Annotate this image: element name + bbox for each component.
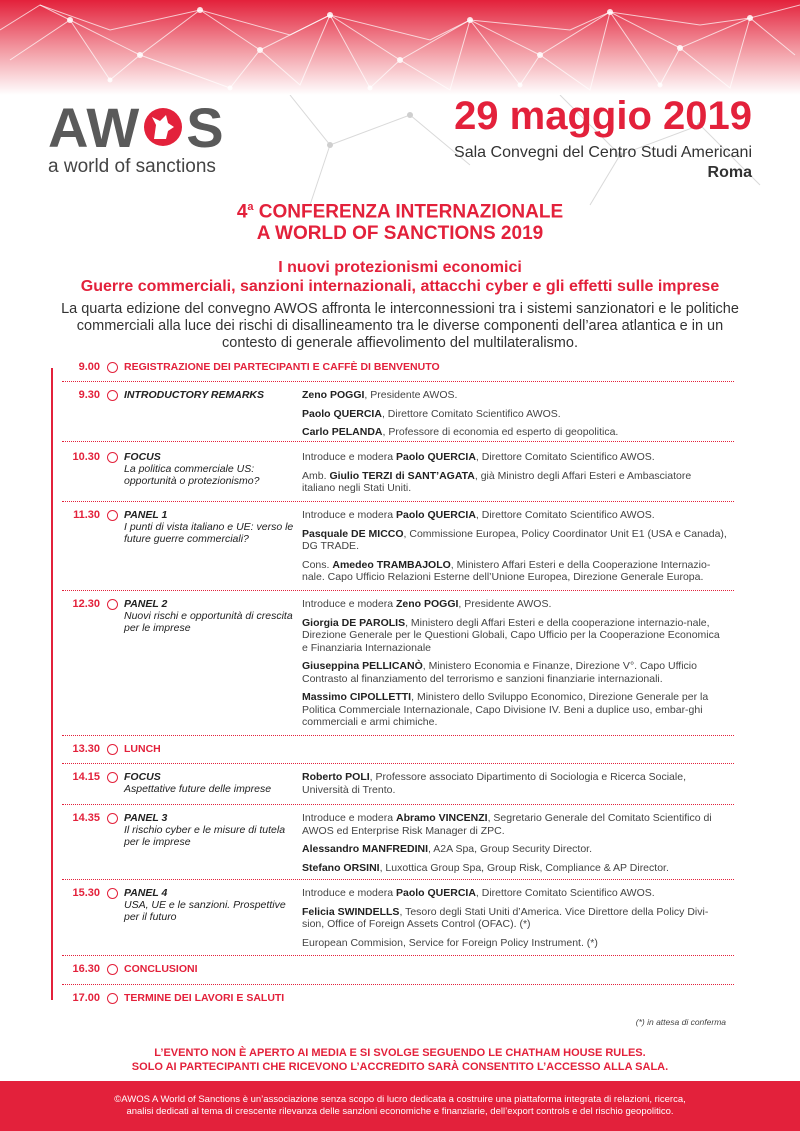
agenda-heading: PANEL 4 [124, 887, 168, 899]
speaker-entry [302, 691, 727, 729]
agenda-heading: PANEL 1 [124, 509, 168, 521]
agenda-heading: TERMINE DEI LAVORI E SALUTI [124, 992, 285, 1004]
header-banner [0, 0, 800, 95]
speaker-name: Pasquale DE MICCO [302, 527, 404, 540]
speaker-role: , Luxottica Group Spa, Group Risk, Compliance & AP Director. [379, 861, 669, 874]
speaker-entry [302, 509, 727, 522]
speaker-entry [302, 470, 727, 495]
speaker-role: , Direttore Comitato Scientifico AWOS. [475, 887, 655, 899]
conference-intro: La quarta edizione del convegno AWOS affronta le interconnessioni tra i sistemi sanzionatori e le politiche commerciali alla luce dei rischi di disallineamento tra le diverse componenti dell’area atlantica e in un contesto di generale affievolimento del multilateralismo. [61, 301, 739, 352]
chatham-line1: L’EVENTO NON È APERTO AI MEDIA E SI SVOLGE SEGUENDO LE CHATHAM HOUSE RULES. [154, 1047, 646, 1059]
speaker-name: Alessandro MANFREDINI [302, 843, 429, 855]
speaker-role: , Direttore Comitato Scientifico AWOS. [475, 509, 655, 521]
speaker-entry [302, 862, 727, 875]
timeline-dot-icon [107, 599, 118, 610]
speaker-entry [302, 843, 727, 856]
speaker-role: European Commision, Service for Foreign Policy Instrument. (*) [302, 936, 598, 949]
agenda-speakers [302, 598, 727, 735]
agenda-speakers [302, 887, 727, 955]
agenda-speakers [302, 509, 727, 590]
speaker-role: , Direttore Comitato Scientifico AWOS. [475, 451, 655, 463]
speaker-name: Giulio TERZI di SANT’AGATA [329, 469, 475, 482]
agenda-separator [62, 763, 734, 764]
agenda-separator [62, 955, 734, 956]
agenda-time: 16.30 [72, 963, 100, 975]
agenda-label [124, 389, 294, 401]
chatham-house-notice [0, 1046, 800, 1074]
speaker-role: , A2A Spa, Group Security Director. [428, 843, 593, 855]
speaker-role: , Direttore Comitato Scientifico AWOS. [381, 407, 561, 420]
agenda-time: 11.30 [73, 509, 100, 521]
agenda-time: 9.30 [78, 389, 100, 401]
agenda-subheading: I punti di vista italiano e UE: verso le future guerre commerciali? [124, 521, 294, 545]
speaker-role: , Ministero Affari Esteri e della Cooperazione Internazio-nale. Capo Ufficio Relazioni Esterne dell’Unione Europea, Direzione Generale Europa. [302, 558, 711, 583]
speaker-name: Amedeo TRAMBAJOLO [332, 558, 451, 571]
speaker-entry [302, 389, 727, 402]
agenda-time: 12.30 [72, 598, 100, 610]
speaker-entry [302, 812, 727, 837]
speaker-prefix: Amb. [302, 469, 330, 482]
agenda-heading: PANEL 3 [124, 812, 168, 824]
agenda-speakers [302, 771, 727, 802]
speaker-name: Felicia SWINDELLS [302, 905, 400, 918]
agenda-time: 15.30 [72, 887, 100, 899]
agenda-separator [62, 501, 734, 502]
speaker-entry [302, 617, 727, 655]
agenda-time: 10.30 [72, 451, 100, 463]
speaker-entry [302, 408, 727, 421]
footer-line1: ©AWOS A World of Sanctions è un’associazione senza scopo di lucro dedicata a costruire una piattaforma integrata di relazioni, ricerca, [114, 1094, 686, 1105]
agenda-label [124, 361, 544, 373]
event-date: 29 maggio 2019 [454, 94, 752, 138]
agenda-time: 14.35 [72, 812, 100, 824]
agenda-heading: FOCUS [124, 771, 161, 783]
agenda-time: 9.00 [78, 361, 100, 373]
confirmation-note: (*) in attesa di conferma [635, 1017, 726, 1027]
agenda-subheading: La politica commerciale US: opportunità o protezionismo? [124, 463, 260, 487]
network-pattern-graphic [0, 0, 800, 95]
speaker-role: , Presidente AWOS. [458, 598, 552, 610]
speaker-entry [302, 598, 727, 611]
speaker-entry [302, 887, 727, 900]
agenda-separator [62, 381, 734, 382]
conference-subtitle-2: Guerre commerciali, sanzioni internazionali, attacchi cyber e gli effetti sulle imprese [80, 278, 720, 296]
agenda-separator [62, 804, 734, 805]
timeline-dot-icon [107, 744, 118, 755]
speaker-role: , già Ministro degli Affari Esteri e Ambasciatore italiano negli Stati Uniti. [302, 469, 692, 494]
timeline-dot-icon [107, 813, 118, 824]
agenda-label [124, 992, 544, 1004]
agenda-subheading: USA, UE e le sanzioni. Prospettive per il futuro [124, 899, 286, 923]
agenda-separator [62, 590, 734, 591]
speaker-role: , Tesoro degli Stati Uniti d’America. Vice Direttore della Policy Divi-sion, Office of Foreign Assets Control (OFAC). (*) [302, 905, 709, 930]
timeline-line [51, 368, 53, 1000]
agenda-speakers [302, 389, 727, 445]
agenda-heading: FOCUS [124, 451, 161, 463]
globe-wolf-icon [140, 107, 186, 147]
speaker-entry [302, 451, 727, 464]
speaker-role: , Ministero Economia e Finanze, Direzione V°. Capo Ufficio Contrasto al finanziamento del terrorismo e sanzioni finanziarie internazionali. [302, 660, 697, 685]
speaker-role: , Professore associato Dipartimento di Sociologia e Ricerca Sociale, Università di Trento. [302, 771, 686, 796]
conference-subtitle-1: I nuovi protezionismi economici [278, 259, 522, 277]
timeline-dot-icon [107, 362, 118, 373]
agenda-label [124, 812, 294, 848]
speaker-name: Giorgia DE PAROLIS [302, 616, 406, 629]
timeline-dot-icon [107, 888, 118, 899]
speaker-prefix: Introduce e modera [302, 887, 396, 899]
speaker-entry [302, 426, 727, 439]
footer-bar [0, 1081, 800, 1131]
agenda-heading: PANEL 2 [124, 598, 168, 610]
agenda-time: 14.15 [72, 771, 100, 783]
timeline-dot-icon [107, 390, 118, 401]
timeline-dot-icon [107, 964, 118, 975]
agenda-label [124, 963, 544, 975]
agenda-subheading: Il rischio cyber e le misure di tutela per le imprese [124, 824, 286, 848]
event-city: Roma [707, 164, 752, 181]
speaker-role: , Professore di economia ed esperto di geopolitica. [382, 426, 619, 438]
agenda-heading: CONCLUSIONI [124, 963, 198, 975]
speaker-name: Giuseppina PELLICANÒ [302, 660, 423, 672]
logo-letter-s: S [186, 96, 225, 159]
logo-letters-aw: AW [48, 96, 141, 159]
agenda-separator [62, 984, 734, 985]
speaker-entry [302, 937, 727, 950]
speaker-name: Zeno POGGI [302, 389, 365, 401]
speaker-prefix: Cons. [302, 558, 333, 571]
agenda-label [124, 743, 544, 755]
awos-logo [48, 96, 248, 180]
speaker-name: Stefano ORSINI [302, 861, 380, 874]
speaker-entry [302, 528, 727, 553]
logo-wordmark [48, 96, 225, 159]
agenda-label [124, 887, 294, 923]
speaker-role: , Presidente AWOS. [364, 389, 458, 401]
speaker-name: Paolo QUERCIA [395, 887, 476, 899]
speaker-name: Zeno POGGI [395, 598, 459, 610]
agenda-label [124, 451, 294, 487]
speaker-entry [302, 906, 727, 931]
speaker-name: Roberto POLI [302, 771, 370, 783]
speaker-name: Massimo CIPOLLETTI [302, 691, 412, 703]
speaker-role: , Ministero dello Sviluppo Economico, Direzione Generale per la Politica Commerciale Internazionale, Capo Divisione IV. Beni a duplice uso, embar-ghi commerciali e armi chimiche. [302, 691, 709, 728]
agenda-heading: INTRODUCTORY REMARKS [124, 389, 265, 401]
speaker-role: , Segretario Generale del Comitato Scientifico di AWOS ed Enterprise Risk Manager di ZPC. [302, 812, 712, 837]
conference-title-line1: 4$^a$ CONFERENZA INTERNAZIONALE [236, 201, 564, 223]
speaker-role: , Ministero degli Affari Esteri e della cooperazione internazio-nale, Direzione Generale per le Questioni Globali, Capo Ufficio per la Cooperazione Economica e Finanziaria Internazionale [302, 616, 720, 654]
speaker-name: Paolo QUERCIA [395, 451, 476, 463]
timeline-dot-icon [107, 772, 118, 783]
speaker-role: , Commissione Europea, Policy Coordinator Unit E1 (USA e Canada), DG TRADE. [302, 527, 727, 552]
speaker-prefix: Introduce e modera [302, 812, 396, 824]
speaker-prefix: Introduce e modera [302, 451, 396, 463]
timeline-dot-icon [107, 510, 118, 521]
conference-titles [0, 196, 800, 352]
agenda-label [124, 771, 294, 795]
speaker-prefix: Introduce e modera [302, 598, 396, 610]
agenda-heading: LUNCH [124, 743, 161, 755]
speaker-entry [302, 771, 727, 796]
speaker-entry [302, 559, 727, 584]
agenda-subheading: Nuovi rischi e opportunità di crescita per le imprese [124, 610, 293, 634]
event-date-block [454, 92, 752, 182]
timeline-dot-icon [107, 993, 118, 1004]
speaker-prefix: Introduce e modera [302, 509, 396, 521]
speaker-entry [302, 660, 727, 685]
footer-line2: analisi dedicati al tema di crescente rilevanza delle sanzioni economiche e finanziarie, dell’export controls e del rischio geopolitico. [126, 1106, 674, 1117]
speaker-name: Paolo QUERCIA [395, 509, 476, 521]
chatham-line2: SOLO AI PARTECIPANTI CHE RICEVONO L’ACCREDITO SARÀ CONSENTITO L’ACCESSO ALLA SALA. [131, 1061, 669, 1073]
agenda-time: 13.30 [72, 743, 100, 755]
speaker-name: Abramo VINCENZI [395, 812, 488, 824]
agenda-subheading: Aspettative future delle imprese [124, 783, 272, 795]
agenda-speakers [302, 812, 727, 880]
speaker-name: Paolo QUERCIA [302, 407, 382, 420]
agenda-speakers [302, 451, 727, 501]
agenda-heading: REGISTRAZIONE DEI PARTECIPANTI E CAFFÈ DI BENVENUTO [124, 361, 440, 373]
event-venue: Sala Convegni del Centro Studi Americani [454, 144, 752, 161]
agenda-label [124, 509, 294, 545]
timeline-dot-icon [107, 452, 118, 463]
agenda-label [124, 598, 294, 634]
agenda-time: 17.00 [72, 992, 100, 1004]
agenda-separator [62, 735, 734, 736]
conference-title-line2: A WORLD OF SANCTIONS 2019 [256, 223, 544, 245]
logo-tagline: a world of sanctions [48, 156, 216, 177]
speaker-name: Carlo PELANDA [302, 426, 383, 438]
